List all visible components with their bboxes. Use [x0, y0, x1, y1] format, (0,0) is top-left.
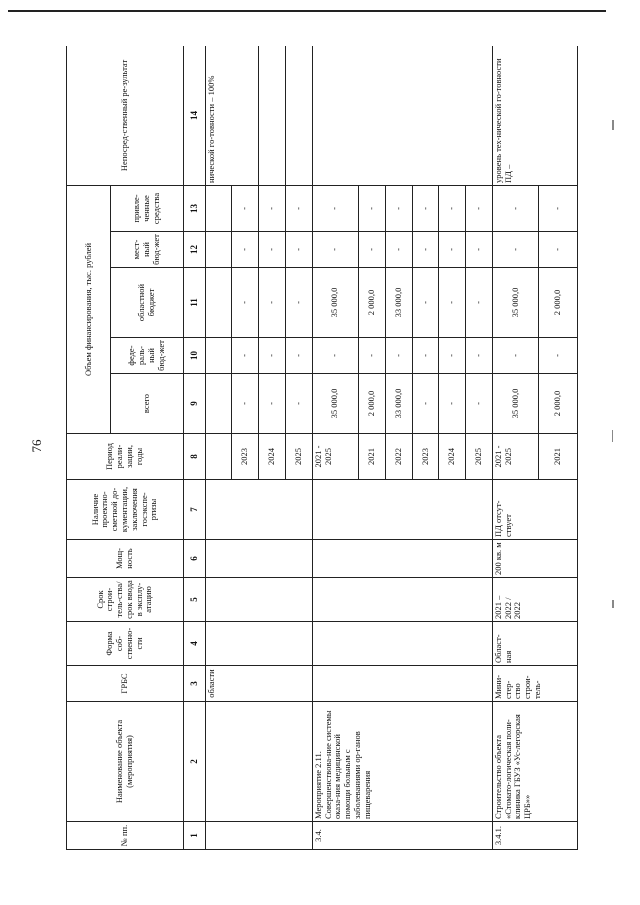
attracted-cell: - [232, 185, 259, 231]
regional-cell: 2 000,0 [358, 268, 385, 338]
federal-cell: - [312, 338, 358, 374]
column-numbers-row [183, 46, 205, 850]
page-number: 76 [29, 439, 44, 453]
col-num: 7 [183, 480, 205, 540]
federal-cell: - [232, 338, 259, 374]
attracted-cell: - [259, 185, 286, 231]
local-cell: - [312, 232, 358, 268]
total-cell: - [259, 374, 286, 434]
federal-cell: - [539, 338, 578, 374]
local-cell: - [492, 232, 538, 268]
local-cell: - [385, 232, 412, 268]
term-cell: 2021 – 2022 / 2022 [492, 578, 577, 622]
col-num: 1 [183, 822, 205, 850]
federal-cell: - [466, 338, 493, 374]
col-num: 6 [183, 540, 205, 578]
year-cell: 2023 [412, 434, 439, 480]
col-num: 4 [183, 622, 205, 666]
attracted-cell: - [466, 185, 493, 231]
docs-cell: ПД отсут-ствует [492, 480, 577, 540]
header-capacity: Мощ-ность [67, 540, 184, 578]
regional-cell: 35 000,0 [492, 268, 538, 338]
result-cell: нической го-товности – 100% [205, 46, 259, 185]
local-cell: - [412, 232, 439, 268]
col-num: 14 [183, 46, 205, 185]
header-term: Срок строи-тель-ства/срок ввода в эксплу-атацию [67, 578, 184, 622]
col-num: 10 [183, 338, 205, 374]
scan-speck [612, 600, 614, 608]
header-grbs: ГРБС [67, 666, 184, 702]
item-name: Строительство объекта «Стомато-логическая поли-клиника ГБУЗ «Ус-легорская ЦРБ»» [492, 702, 577, 822]
total-cell: 35 000,0 [492, 374, 538, 434]
grbs-cell: области [205, 666, 312, 702]
col-num: 2 [183, 702, 205, 822]
header-row-1 [67, 46, 111, 850]
total-cell: - [285, 374, 312, 434]
top-rule [8, 10, 606, 12]
local-cell: - [259, 232, 286, 268]
regional-cell: - [232, 268, 259, 338]
regional-cell: - [259, 268, 286, 338]
year-cell: 2021 [358, 434, 385, 480]
total-cell: - [439, 374, 466, 434]
capacity-cell: 200 кв. м [492, 540, 577, 578]
header-federal: феде-раль-ный бюд-жет [110, 338, 183, 374]
col-num: 13 [183, 185, 205, 231]
header-period: Период реали-зации, годы [67, 434, 184, 480]
header-local: мест-ный бюд-жет [110, 232, 183, 268]
regional-cell: - [412, 268, 439, 338]
scan-speck [612, 120, 614, 130]
attracted-cell: - [385, 185, 412, 231]
total-cell: - [232, 374, 259, 434]
total-cell: - [466, 374, 493, 434]
total-cell: - [412, 374, 439, 434]
federal-cell: - [285, 338, 312, 374]
table-row [205, 46, 232, 850]
year-cell: 2025 [285, 434, 312, 480]
header-ownership: Форма соб-ственно-сти [67, 622, 184, 666]
col-num: 12 [183, 232, 205, 268]
header-attracted: привле-ченные средства [110, 185, 183, 231]
federal-cell: - [492, 338, 538, 374]
table-sheet [66, 46, 578, 850]
col-num: 5 [183, 578, 205, 622]
regional-cell: - [285, 268, 312, 338]
local-cell: - [358, 232, 385, 268]
year-cell: 2021 - 2025 [492, 434, 538, 480]
header-financing: Объем финансирования, тыс. рублей [67, 185, 111, 433]
year-cell: 2021 - 2025 [312, 434, 358, 480]
result-cell: уровень тех-нической го-товности ПД – [492, 46, 577, 185]
header-docs: Наличие проектно-сметной до-кументации, заключения госэкспе-ртизы [67, 480, 184, 540]
header-result: Непосред-ственный ре-зультат [67, 46, 184, 185]
header-num: № пп. [67, 822, 184, 850]
regional-cell: 33 000,0 [385, 268, 412, 338]
attracted-cell: - [358, 185, 385, 231]
grbs-cell: Мини-стер-ство строи-тель- [492, 666, 577, 702]
table-row [312, 46, 358, 850]
year-cell: 2024 [439, 434, 466, 480]
local-cell: - [466, 232, 493, 268]
local-cell: - [285, 232, 312, 268]
local-cell: - [439, 232, 466, 268]
table-row [492, 46, 538, 850]
row-num: 3.4. [312, 822, 492, 850]
federal-cell: - [259, 338, 286, 374]
total-cell: 35 000,0 [312, 374, 358, 434]
col-num: 9 [183, 374, 205, 434]
year-cell: 2023 [232, 434, 259, 480]
local-cell: - [232, 232, 259, 268]
rotated-table-frame [66, 46, 578, 850]
item-name: Мероприятие 2.11. Совершенствова-ние системы оказа-ния медицинской помощи больным с заболеваниями ор-ганов пищеварения [312, 702, 492, 822]
attracted-cell: - [439, 185, 466, 231]
total-cell: 33 000,0 [385, 374, 412, 434]
regional-cell: - [466, 268, 493, 338]
attracted-cell: - [312, 185, 358, 231]
regional-cell: 35 000,0 [312, 268, 358, 338]
col-num: 8 [183, 434, 205, 480]
attracted-cell: - [539, 185, 578, 231]
header-regional: областной бюджет [110, 268, 183, 338]
col-num: 3 [183, 666, 205, 702]
regional-cell: - [439, 268, 466, 338]
year-cell: 2022 [385, 434, 412, 480]
ownership-cell: Област-ная [492, 622, 577, 666]
year-cell: 2024 [259, 434, 286, 480]
row-num: 3.4.1. [492, 822, 577, 850]
col-num: 11 [183, 268, 205, 338]
attracted-cell: - [492, 185, 538, 231]
header-name: Наименование объекта (мероприятия) [67, 702, 184, 822]
total-cell: 2 000,0 [539, 374, 578, 434]
scan-speck [612, 430, 613, 442]
attracted-cell: - [412, 185, 439, 231]
federal-cell: - [439, 338, 466, 374]
year-cell: 2021 [539, 434, 578, 480]
year-cell: 2025 [466, 434, 493, 480]
local-cell: - [539, 232, 578, 268]
attracted-cell: - [285, 185, 312, 231]
regional-cell: 2 000,0 [539, 268, 578, 338]
federal-cell: - [412, 338, 439, 374]
federal-cell: - [358, 338, 385, 374]
total-cell: 2 000,0 [358, 374, 385, 434]
header-total: всего [110, 374, 183, 434]
financing-table [66, 46, 578, 850]
federal-cell: - [385, 338, 412, 374]
